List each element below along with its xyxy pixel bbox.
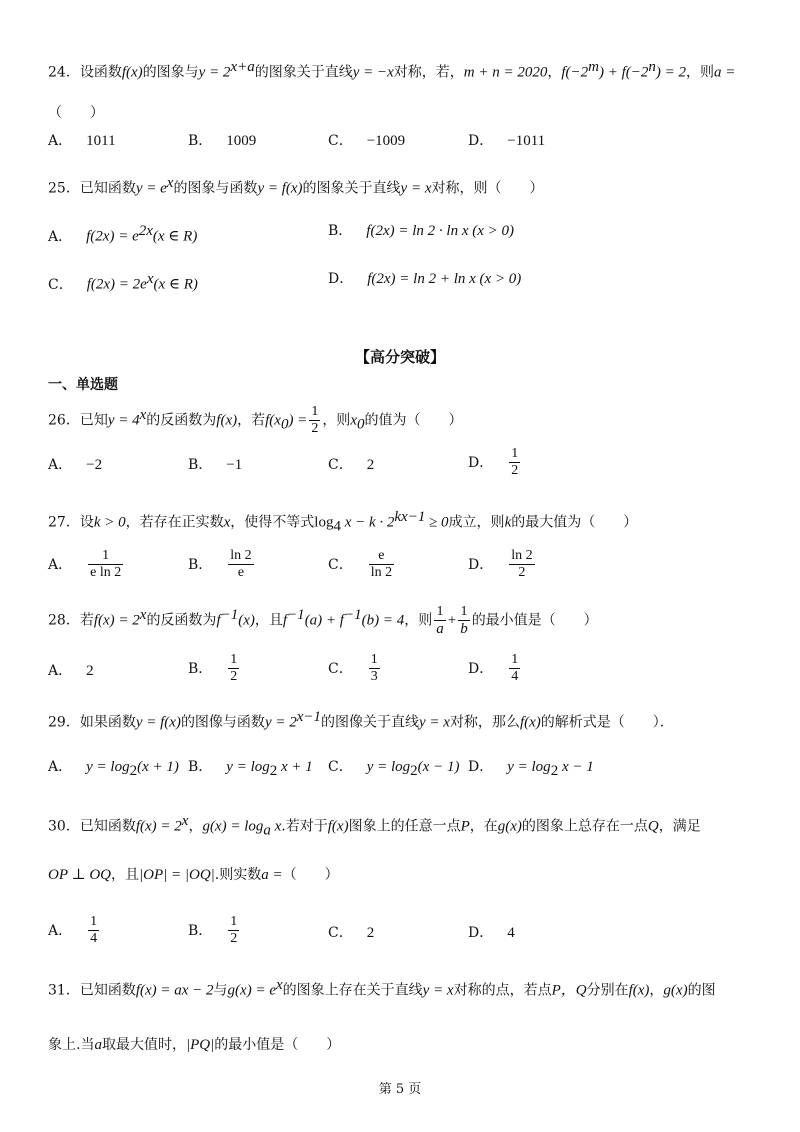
option-a: A． $\frac{1}{\text{e ln 2}}$ <box>48 548 122 580</box>
question-30: 30．已知函数$f(x) = 2^x$，$g(x) = \log_a x$.若对于f(x)图象上的任意一点P，在g(x)的图象上总存在一点Q，满足 <box>48 813 701 839</box>
option-d: D． −1011 <box>468 133 546 149</box>
question-number: 25． <box>48 180 80 197</box>
fraction: $\frac{1}{4}$ <box>90 914 98 946</box>
option-c: C． 2 <box>328 925 375 941</box>
fraction: $\frac{\ln 2}{2}$ <box>511 548 533 580</box>
option-c: C． $f(2x) = 2e^x(x$ ∈ R) <box>48 271 198 293</box>
option-a: A． $f(2x) = e^{2x}(x$ ∈ R) <box>48 223 198 245</box>
option-d: D． f(2x) = ln 2 + ln x (x > 0) <box>328 271 522 287</box>
question-30-line-2: OP ⊥ OQ，且|OP| = |OQ|.则实数a =（ ） <box>48 867 339 883</box>
option-a: A． $y = \log_2(x + 1)$ <box>48 759 179 779</box>
option-c: C． $\frac{1}{3}$ <box>328 652 378 684</box>
fraction: $\frac{\ln 2}{e}$ <box>230 548 252 580</box>
option-b: B． $y = \log_2 x + 1$ <box>188 759 313 779</box>
fraction: $\frac{1}{b}$ <box>460 604 468 638</box>
option-a: A． $\frac{1}{4}$ <box>48 914 98 946</box>
option-d: D． $\frac{\ln 2}{2}$ <box>468 548 533 580</box>
fraction: $\frac{1}{2}$ <box>311 404 319 437</box>
option-a: A． −2 <box>48 457 103 473</box>
option-d: D． 4 <box>468 925 515 941</box>
fraction: $\frac{1}{2}$ <box>511 446 519 478</box>
option-b: B． $\frac{1}{2}$ <box>188 652 238 684</box>
option-b: B． −1 <box>188 457 243 473</box>
question-number: 30． <box>48 818 80 835</box>
page-number: 第 5 页 <box>378 1082 422 1097</box>
option-d: D． $y = \log_2 x - 1$ <box>468 759 594 779</box>
question-number: 28． <box>48 612 80 629</box>
option-a: A． 1011 <box>48 133 116 149</box>
question-25: 25．已知函数$y = e^x$的图象与函数y = f(x)的图象关于直线y = x对称，则（ ） <box>48 175 544 197</box>
fraction: $\frac{1}{4}$ <box>511 652 519 684</box>
fraction: $\frac{e}{\ln 2}$ <box>370 548 393 580</box>
question-24: 24．设函数f(x)的图象与$y = 2^{x+a}$的图象关于直线y = −x对称，若，m + n = 2020，$f(-2^m) + f(-2^n) = 2$，则a = <box>48 59 736 81</box>
question-number: 31． <box>48 982 80 999</box>
section-heading: 【高分突破】 <box>354 348 445 366</box>
option-c: C． 2 <box>328 457 375 473</box>
question-26: 26．已知$y = 4^x$的反函数为f(x)，若$f(x_0)$ = $\frac{1}{2}$ ，则$x_0$的值为（ ） <box>48 404 463 437</box>
question-number: 27． <box>48 514 80 531</box>
question-27: 27．设k > 0，若存在正实数x，使得不等式$\log_4 x - k \cdot 2^{kx-1} \ge 0$成立，则k的最大值为（ ） <box>48 509 638 535</box>
option-b: B． f(2x) = ln 2 · ln x (x > 0) <box>328 223 514 239</box>
subsection-heading: 一、单选题 <box>48 377 118 393</box>
question-29: 29．如果函数y = f(x)的图像与函数$y = 2^{x-1}$的图像关于直线y = x对称，那么f(x)的解析式是（ ）． <box>48 709 674 731</box>
question-number: 26． <box>48 412 80 429</box>
question-number: 29． <box>48 714 80 731</box>
question-number: 24． <box>48 64 80 81</box>
option-c: C． $y = \log_2(x - 1)$ <box>328 759 460 779</box>
question-31-line-2: 象上.当a取最大值时，|PQ|的最小值是（ ） <box>48 1037 341 1053</box>
question-31: 31．已知函数f(x) = ax − 2与$g(x) = e^x$的图象上存在关于直线y = x对称的点，若点P，Q分别在f(x)，g(x)的图 <box>48 977 716 999</box>
fraction: $\frac{1}{2}$ <box>230 652 238 684</box>
option-b: B． $\frac{1}{2}$ <box>188 914 238 946</box>
fraction: $\frac{1}{3}$ <box>370 652 378 684</box>
option-a: A． 2 <box>48 663 94 679</box>
option-d: D． $\frac{1}{4}$ <box>468 652 519 684</box>
question-28: 28．若$f(x) = 2^x$的反函数为$f^{-1}(x)$，且$f^{-1}(a) + f^{-1}(b) = 4$，则 $\frac{1}{a}$ + $\frac{1}{b}$ 的最小值是（ ） <box>48 604 598 638</box>
option-c: C． $\frac{e}{\ln 2}$ <box>328 548 393 580</box>
option-b: B． $\frac{\ln 2}{e}$ <box>188 548 252 580</box>
option-d: D． $\frac{1}{2}$ <box>468 446 519 478</box>
fraction: $\frac{1}{2}$ <box>230 914 238 946</box>
answer-paren: （ ） <box>48 105 104 121</box>
option-b: B． 1009 <box>188 133 257 149</box>
fraction: $\frac{1}{\text{e ln 2}}$ <box>90 548 122 580</box>
fraction: $\frac{1}{a}$ <box>436 604 444 638</box>
option-c: C． −1009 <box>328 133 406 149</box>
